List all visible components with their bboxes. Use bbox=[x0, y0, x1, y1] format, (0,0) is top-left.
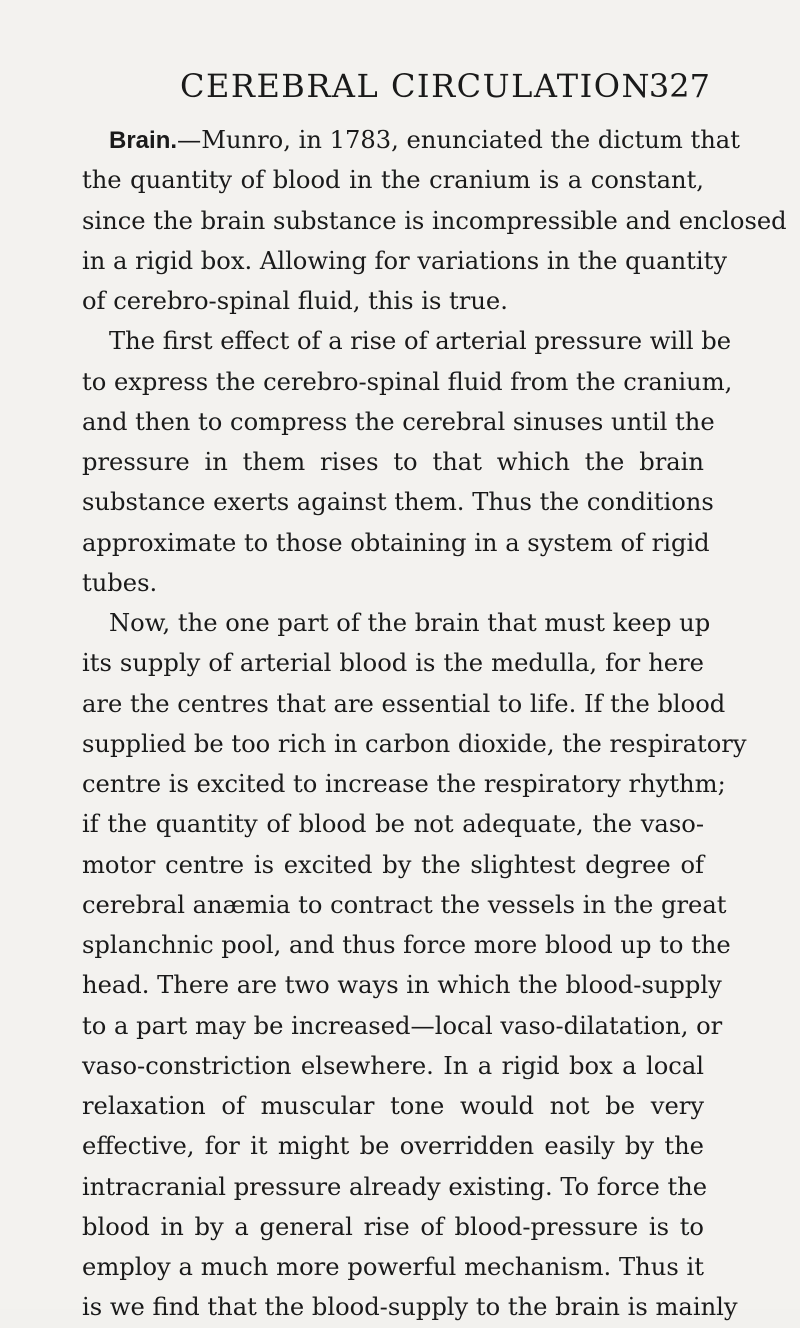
text-line: relaxation of muscular tone would not be very bbox=[82, 1092, 704, 1120]
text-line: of cerebro-spinal fluid, this is true. bbox=[82, 287, 508, 315]
text-line-content: —Munro, in 1783, enunciated the dictum that bbox=[177, 126, 740, 154]
text-line: Now, the one part of the brain that must keep up bbox=[109, 609, 711, 637]
text-line: approximate to those obtaining in a system of rigid bbox=[82, 528, 710, 557]
text-line: head. There are two ways in which the blood-supply bbox=[82, 971, 722, 1000]
text-line: splanchnic pool, and thus force more blood up to the bbox=[82, 931, 731, 959]
text-line: its supply of arterial blood is the medulla, for here bbox=[82, 649, 704, 678]
text-line: since the brain substance is incompressible and enclosed bbox=[82, 206, 787, 235]
text-line: vaso-constriction elsewhere. In a rigid box a local bbox=[82, 1051, 704, 1080]
text-line: supplied be too rich in carbon dioxide, the respiratory bbox=[82, 729, 747, 758]
text-line: the quantity of blood in the cranium is a constant, bbox=[82, 166, 704, 195]
running-title: CEREBRAL CIRCULATION bbox=[180, 67, 651, 105]
text-line: substance exerts against them. Thus the conditions bbox=[82, 488, 714, 517]
text-line bbox=[82, 120, 740, 160]
text-line: intracranial pressure already existing. To force the bbox=[82, 1172, 708, 1201]
text-line: motor centre is excited by the slightest degree of bbox=[82, 850, 704, 879]
text-line: are the centres that are essential to life. If the blood bbox=[82, 689, 726, 718]
text-line: tubes. bbox=[82, 568, 158, 597]
text-line: to express the cerebro-spinal fluid from the cranium, bbox=[82, 367, 733, 396]
running-head bbox=[90, 64, 710, 114]
page-number: 327 bbox=[648, 67, 710, 105]
text-line: in a rigid box. Allowing for variations in the quantity bbox=[82, 246, 728, 275]
text-line: employ a much more powerful mechanism. Thus it bbox=[82, 1253, 704, 1281]
text-line: if the quantity of blood be not adequate, the vaso- bbox=[82, 810, 704, 839]
text-line: cerebral anæmia to contract the vessels in the great bbox=[82, 890, 727, 919]
text-line: effective, for it might be overridden easily by the bbox=[82, 1132, 704, 1161]
text-line: is we find that the blood-supply to the brain is mainly bbox=[82, 1293, 738, 1322]
text-line: blood in by a general rise of blood-pressure is to bbox=[82, 1212, 704, 1241]
text-line: pressure in them rises to that which the brain bbox=[82, 448, 704, 476]
section-lead: Brain. bbox=[109, 127, 178, 154]
text-line: to a part may be increased—local vaso-dilatation, or bbox=[82, 1011, 723, 1040]
text-line: and then to compress the cerebral sinuses until the bbox=[82, 407, 715, 436]
text-line: centre is excited to increase the respiratory rhythm; bbox=[82, 770, 726, 798]
body-text bbox=[82, 120, 787, 1328]
text-line: The first effect of a rise of arterial pressure will be bbox=[109, 327, 732, 356]
